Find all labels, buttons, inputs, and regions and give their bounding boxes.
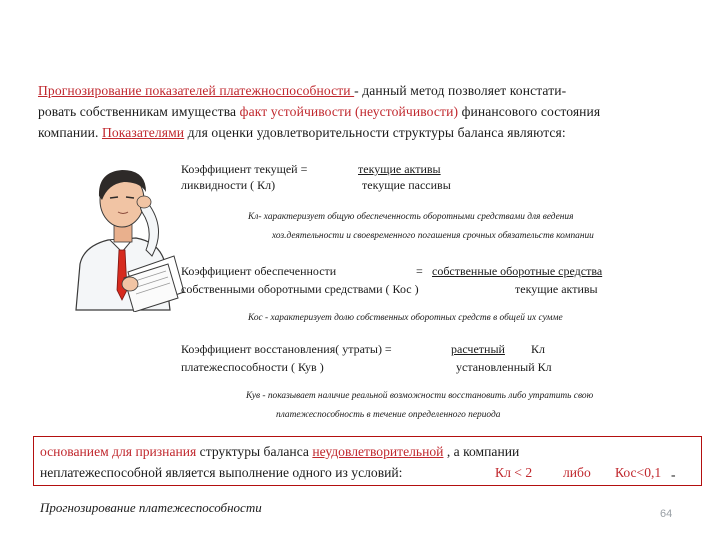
intro-text: компании.: [38, 125, 102, 140]
formula1-label-line2: ликвидности ( Кл): [181, 178, 276, 192]
formula2-label-line1: Коэффициент обеспеченности: [181, 264, 337, 278]
formula1-numerator: текущие активы: [358, 162, 441, 176]
intro-text: финансового состояния: [458, 104, 601, 119]
formula2-denominator: текущие активы: [515, 282, 598, 296]
conditions-line1: [40, 444, 519, 460]
intro-text: для оценки удовлетворительности структуры баланса являются:: [184, 125, 566, 140]
conditions-text: , а компании: [443, 444, 520, 459]
conditions-text: структуры баланса: [196, 444, 313, 459]
intro-text: - данный метод позволяет констати-: [354, 83, 567, 98]
condition-trailing-dash: -: [671, 467, 676, 482]
intro-term-forecast: Прогнозирование показателей платежноспособности: [38, 83, 355, 98]
formula3-label-line2: платежеспособности ( Кув ): [181, 360, 324, 374]
formula3-numerator-b: Кл: [531, 342, 545, 356]
formula2-note-line1: Кос - характеризует долю собственных оборотных средств в общей их сумме: [248, 313, 563, 323]
conditions-line2: неплатежеспособной является выполнение одного из условий:: [40, 465, 403, 480]
page-number: 64: [660, 508, 673, 520]
condition-kos: Кос<0,1: [615, 465, 662, 480]
formula3-note-line1: Кув - показывает наличие реальной возможности восстановить либо утратить свою: [246, 391, 594, 401]
intro-text: ровать собственникам имущества: [38, 104, 240, 119]
formula3-label-line1: Коэффициент восстановления( утраты) =: [181, 342, 392, 356]
formula1-denominator: текущие пассивы: [362, 178, 451, 192]
intro-line-3: [38, 122, 698, 143]
intro-line-2: [38, 101, 698, 122]
conditions-basis-term: основанием для признания: [40, 444, 197, 459]
formula2-label-line2: собственными оборотными средствами ( Кос ): [181, 282, 419, 296]
formula1-label-line1: Коэффициент текущей =: [181, 162, 308, 176]
footer-title: Прогнозирование платежеспособности: [40, 500, 262, 515]
formula3-numerator-a: расчетный: [451, 342, 505, 356]
intro-term-stability: факт устойчивости (неустойчивости): [239, 104, 459, 119]
formula1-note-line2: хоз.деятельности и своевременного погашения срочных обязательств компании: [272, 231, 594, 241]
formula3-note-line2: платежеспособность в течение определенного периода: [276, 410, 501, 420]
formula2-equals: =: [416, 264, 423, 278]
condition-kl: Кл < 2: [495, 465, 533, 480]
businessman-illustration: [66, 160, 186, 312]
formula3-denominator: установленный Кл: [456, 360, 552, 374]
intro-paragraph: [38, 80, 698, 143]
intro-term-indicators: Показателями: [101, 125, 185, 140]
formula2-numerator: собственные оборотные средства: [432, 264, 603, 278]
intro-line-1: [38, 80, 698, 101]
conditions-unsatisfactory-term: неудовлетворительной: [312, 444, 444, 459]
formula1-note-line1: Кл- характеризует общую обеспеченность оборотными средствами для ведения: [248, 212, 574, 222]
condition-or: либо: [563, 465, 591, 480]
